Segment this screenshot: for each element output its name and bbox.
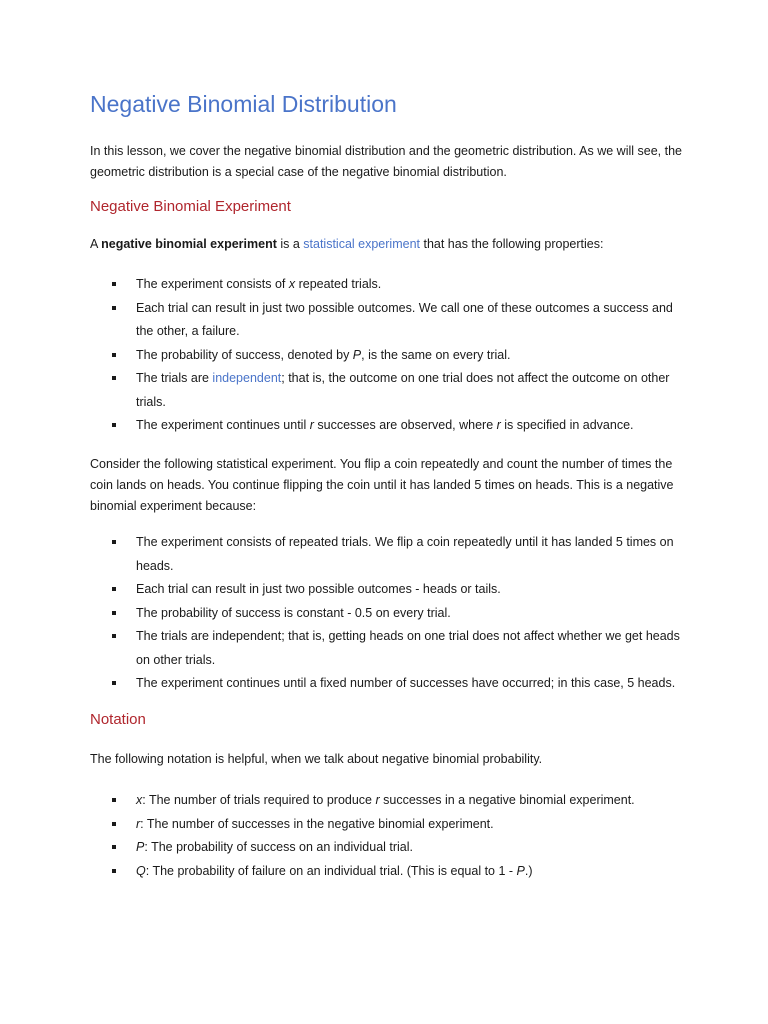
list-item [90,602,690,626]
item-text: : The number of trials required to produce [142,793,376,807]
section-heading-experiment: Negative Binomial Experiment [90,198,291,215]
item-text: .) [524,863,533,878]
list-item [90,578,690,602]
bullet-icon [112,540,116,544]
bullet-icon [112,798,116,802]
notation-list [90,789,690,883]
list-item [90,836,690,860]
bullet-icon [112,869,116,873]
bullet-icon [112,822,116,826]
list-item [90,414,690,438]
properties-list [90,273,690,438]
bullet-icon [112,306,116,310]
item-symbol: x [288,277,296,291]
item-symbol: r [136,816,141,831]
item-symbol: Q [136,863,146,878]
definition-paragraph [90,234,690,255]
bullet-icon [112,681,116,685]
item-text: The experiment continues until [136,418,310,432]
item-text: repeated trials. [295,277,382,291]
item-symbol: r [496,418,501,432]
item-text: successes in a negative binomial experiment. [379,793,635,807]
definition-middle: is a [276,237,304,251]
statistical-experiment-link[interactable]: statistical experiment [303,237,420,251]
bullet-icon [112,353,116,357]
independent-link[interactable]: independent [212,371,282,385]
item-symbol: P [136,840,145,854]
notation-intro-paragraph: The following notation is helpful, when we talk about negative binomial probability. [90,752,543,766]
item-text: The experiment consists of repeated trials. We flip a coin repeatedly until it has landed 5 times on heads. [136,535,674,573]
item-symbol: P [352,347,362,362]
item-symbol: r [309,418,314,432]
list-item [90,297,690,344]
page-title: Negative Binomial Distribution [90,91,397,117]
list-item [90,344,690,368]
bullet-icon [112,282,116,286]
item-text: The trials are independent; that is, getting heads on one trial does not affect whether we get heads on other trials. [136,629,680,667]
example-intro-paragraph: Consider the following statistical experiment. You flip a coin repeatedly and count the number of times the coin lands on heads. You continue flipping the coin until it has landed 5 times on heads. This is a negative binomial experiment because: [90,457,674,513]
list-item [90,625,690,672]
bullet-icon [112,376,116,380]
item-text: The probability of success, denoted by [136,347,353,362]
item-text: The trials are [136,371,213,385]
item-text: : The number of successes in the negative binomial experiment. [140,816,494,831]
bullet-icon [112,634,116,638]
list-item [90,273,690,297]
item-symbol: r [375,793,380,807]
item-text: Each trial can result in just two possible outcomes - heads or tails. [136,582,501,596]
bullet-icon [112,845,116,849]
bullet-icon [112,423,116,427]
item-symbol: x [136,793,143,807]
list-item [90,531,690,578]
item-text: : The probability of success on an individual trial. [144,840,414,854]
item-symbol: P [516,863,525,878]
item-text: ; that is, the outcome on one trial does not affect the outcome on other trials. [136,371,670,409]
section-heading-notation: Notation [90,711,146,728]
definition-term: negative binomial experiment [101,237,277,251]
definition-prefix: A [90,237,102,251]
definition-suffix: that has the following properties: [420,237,604,251]
list-item [90,860,690,884]
item-text: The experiment continues until a fixed number of successes have occurred; in this case, 5 heads. [136,676,676,690]
bullet-icon [112,587,116,591]
item-text: , is the same on every trial. [361,347,511,362]
item-text: The experiment consists of [136,277,289,291]
item-text: is specified in advance. [500,418,634,432]
bullet-icon [112,611,116,615]
item-text: Each trial can result in just two possible outcomes. We call one of these outcomes a success and the other, a failure. [136,300,673,338]
list-item [90,789,690,813]
example-list [90,531,690,696]
intro-paragraph: In this lesson, we cover the negative binomial distribution and the geometric distribution. As we will see, the geometric distribution is a special case of the negative binomial distribution. [90,144,682,179]
list-item [90,367,690,414]
list-item [90,813,690,837]
item-text: : The probability of failure on an individual trial. (This is equal to 1 - [145,863,517,878]
list-item [90,672,690,696]
item-text: successes are observed, where [313,418,497,432]
item-text: The probability of success is constant - 0.5 on every trial. [136,605,451,620]
